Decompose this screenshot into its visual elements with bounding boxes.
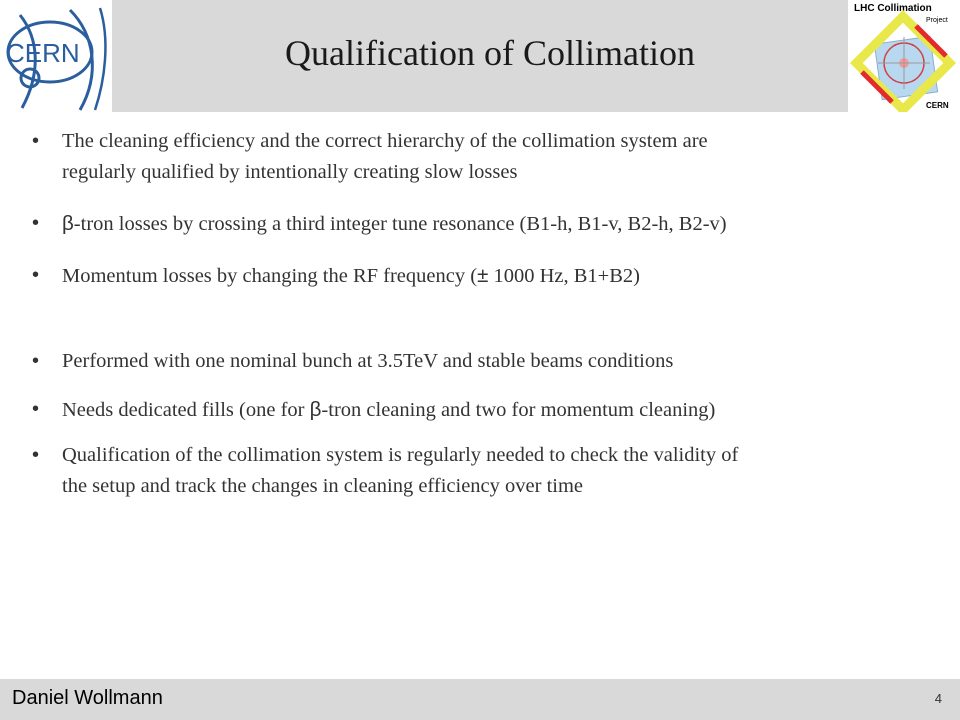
bullet-text: regularly qualified by intentionally creating slow losses — [62, 161, 518, 183]
bullet-text: -tron losses by crossing a third integer tune resonance (B1-h, B1-v, B2-h, B2-v) — [73, 213, 727, 235]
bullet-text: The cleaning efficiency and the correct hierarchy of the collimation system are — [62, 130, 708, 152]
lhc-logo-org: CERN — [926, 101, 949, 110]
bullet-item — [30, 440, 738, 502]
header-band — [0, 0, 960, 112]
lhc-logo-subtitle: Project — [926, 17, 948, 24]
bullet-text: the setup and track the changes in cleaning efficiency over time — [62, 475, 584, 497]
cern-logo — [0, 0, 112, 112]
lhc-collimation-logo — [848, 0, 960, 112]
bullet-dot-icon: • — [32, 212, 40, 234]
plus-minus-symbol: ± — [477, 264, 489, 287]
bullet-dot-icon: • — [32, 130, 40, 152]
bullet-dot-icon: • — [32, 350, 40, 372]
bullet-dot-icon: • — [32, 264, 40, 286]
page-number: 4 — [934, 691, 942, 706]
collimation-logo-icon — [848, 0, 960, 112]
bullet-item — [30, 346, 673, 377]
beta-symbol: β — [62, 212, 74, 235]
bullet-item — [30, 260, 640, 292]
cern-logo-icon — [0, 0, 112, 112]
bullet-dot-icon: • — [32, 398, 40, 420]
bullet-text: Momentum losses by changing the RF frequency ( — [62, 265, 478, 287]
author-name: Daniel Wollmann — [12, 687, 163, 709]
bullet-text: Performed with one nominal bunch at 3.5TeV and stable beams conditions — [62, 350, 674, 372]
bullet-item — [30, 126, 708, 188]
page-title: Qualification of Collimation — [285, 33, 695, 73]
lhc-logo-title: LHC Collimation — [854, 3, 932, 14]
bullet-item — [30, 208, 727, 240]
bullet-text: Qualification of the collimation system is regularly needed to check the validity of — [62, 444, 739, 466]
bullet-text: -tron cleaning and two for momentum cleaning) — [321, 399, 716, 421]
bullet-text: Needs dedicated fills (one for — [62, 399, 310, 421]
footer-band — [0, 679, 960, 720]
bullet-dot-icon: • — [32, 444, 40, 466]
bullet-text: 1000 Hz, B1+B2) — [488, 265, 640, 287]
beta-symbol: β — [309, 398, 322, 421]
cern-logo-text: CERN — [6, 38, 80, 68]
bullet-item — [30, 394, 715, 426]
